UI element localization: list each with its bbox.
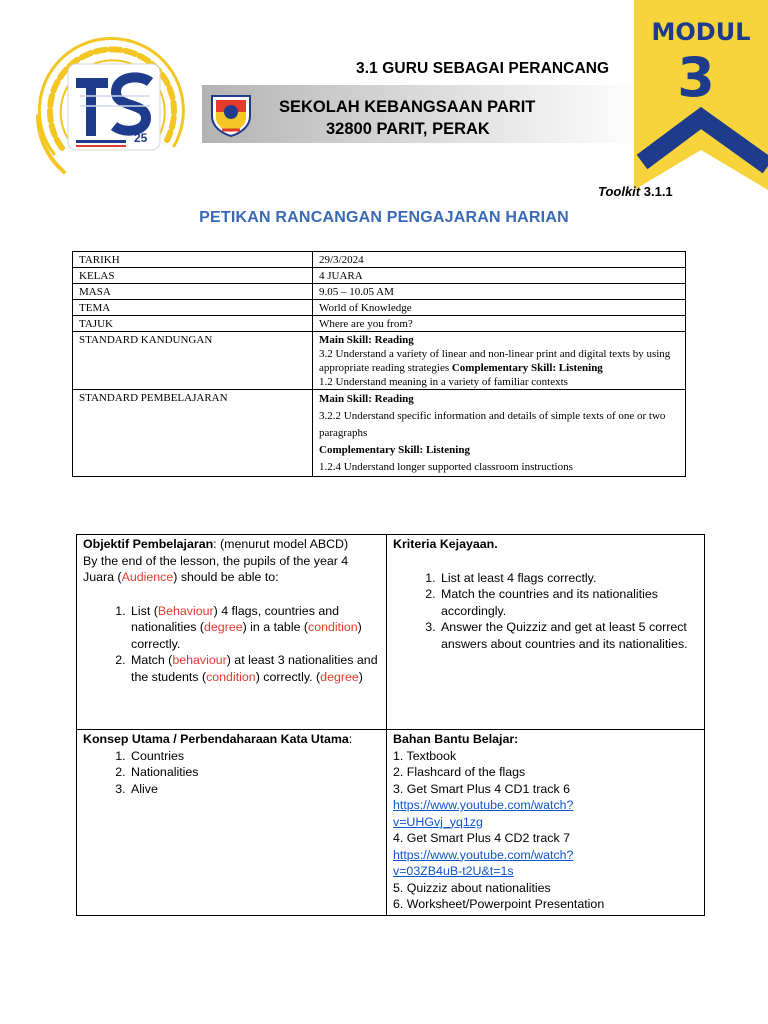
label-tajuk: TAJUK <box>73 316 313 332</box>
obj2-text-d: ) <box>358 669 363 684</box>
toolkit-number: 3.1.1 <box>643 184 673 199</box>
objektif-intro-text: By the end of the lesson, the pupils of the year 4 Juara ( <box>83 553 349 584</box>
link-text: https://www.youtube.com/watch? <box>393 798 574 812</box>
table-row <box>77 730 705 916</box>
logo-number: 25 <box>134 131 148 145</box>
audience-tag: Audience <box>121 570 174 584</box>
table-row <box>73 332 686 390</box>
list-item: 1. Countries <box>129 748 380 765</box>
sk-complementary-skill: Complementary Skill: Listening <box>451 362 603 374</box>
list-item: 2. Nationalities <box>129 764 380 781</box>
bahan-item: 5. Quizziz about nationalities <box>393 880 551 895</box>
obj2-text-a: Match ( <box>131 653 173 667</box>
modul-label: MODUL <box>651 18 751 46</box>
bahan-heading: Bahan Bantu Belajar: <box>393 732 519 746</box>
list-item: 3. Alive <box>129 781 380 798</box>
sp-main-skill: Main Skill: Reading <box>319 393 414 405</box>
bahan-item: 1. Textbook <box>393 748 457 763</box>
degree-tag: degree <box>320 669 359 684</box>
bahan-item: 2. Flashcard of the flags <box>393 765 526 779</box>
objektif-intro-tail: ) should be able to: <box>173 570 279 584</box>
bahan-cell <box>387 730 705 916</box>
konsep-heading: Konsep Utama / Perbendaharaan Kata Utama <box>83 732 349 746</box>
objektif-heading: Objektif Pembelajaran <box>83 537 214 551</box>
value-kelas: 4 JUARA <box>313 268 686 284</box>
degree-tag: degree <box>204 620 243 634</box>
section-title: 3.1 GURU SEBAGAI PERANCANG <box>356 60 610 77</box>
school-crest-icon <box>208 92 254 138</box>
table-row <box>73 316 686 332</box>
value-tema: World of Knowledge <box>313 300 686 316</box>
sp-1-2-4: 1.2.4 Understand longer supported classroom instructions <box>319 461 573 473</box>
table-row <box>73 268 686 284</box>
sk-main-skill: Main Skill: Reading <box>319 334 414 346</box>
value-standard-pembelajaran <box>313 390 686 477</box>
sp-3-2-2: 3.2.2 Understand specific information and details of simple texts of one or two paragraphs <box>319 410 666 439</box>
link-text: v=03ZB4uB-t2U&t=1s <box>393 864 514 878</box>
label-tema: TEMA <box>73 300 313 316</box>
kriteria-heading: Kriteria Kejayaan. <box>393 537 498 551</box>
objektif-list <box>129 603 380 686</box>
label-standard-pembelajaran: STANDARD PEMBELAJARAN <box>73 390 313 477</box>
bahan-item: 3. Get Smart Plus 4 CD1 track 6 <box>393 781 570 796</box>
modul-number: 3 <box>677 46 715 109</box>
link-text: https://www.youtube.com/watch? <box>393 847 574 862</box>
table-row <box>73 300 686 316</box>
objective-table <box>76 534 705 916</box>
modul-badge <box>634 0 768 190</box>
spacer <box>83 586 380 603</box>
condition-tag: condition <box>206 669 256 684</box>
label-standard-kandungan: STANDARD KANDUNGAN <box>73 332 313 390</box>
obj2-text-c: ) correctly. ( <box>255 669 321 684</box>
school-name: SEKOLAH KEBANGSAAN PARIT <box>279 98 536 116</box>
obj2-text-b: ) at least 3 nationalities and the students ( <box>131 653 378 684</box>
value-masa: 9.05 – 10.05 AM <box>313 284 686 300</box>
sk-3-2 <box>319 347 679 375</box>
value-tajuk: Where are you from? <box>313 316 686 332</box>
kriteria-list <box>439 570 698 653</box>
konsep-heading-line <box>83 731 380 748</box>
konsep-cell <box>77 730 387 916</box>
label-masa: MASA <box>73 284 313 300</box>
table-row <box>73 252 686 268</box>
school-address: 32800 PARIT, PERAK <box>326 120 490 138</box>
table-row <box>77 535 705 730</box>
konsep-colon: : <box>348 732 353 746</box>
youtube-link-track-6[interactable] <box>393 798 573 829</box>
sk-1-2: 1.2 Understand meaning in a variety of familiar contexts <box>319 376 568 388</box>
link-text: v=UHGvj_yq1zg <box>393 814 483 829</box>
list-item: 2. Match the countries and its nationalities accordingly. <box>439 586 698 619</box>
kriteria-cell <box>387 535 705 730</box>
obj1-text-d: ) correctly. <box>131 620 362 651</box>
objektif-cell <box>77 535 387 730</box>
document-title: PETIKAN RANCANGAN PENGAJARAN HARIAN <box>199 209 569 226</box>
label-tarikh: TARIKH <box>73 252 313 268</box>
condition-tag: condition <box>308 620 358 634</box>
value-standard-kandungan <box>313 332 686 390</box>
toolkit-label: Toolkit <box>598 184 641 199</box>
spacer <box>393 553 698 570</box>
toolkit-ref <box>598 184 673 199</box>
sk-3-2-text: 3.2 Understand a variety of linear and non-linear print and digital texts by using appropriate reading strategies <box>319 348 671 374</box>
objektif-heading-line <box>83 536 380 553</box>
table-row <box>73 390 686 477</box>
objektif-intro <box>83 553 380 586</box>
table-row <box>73 284 686 300</box>
bahan-item: 4. Get Smart Plus 4 CD2 track 7 <box>393 831 570 845</box>
konsep-list <box>129 748 380 798</box>
youtube-link-track-7[interactable] <box>393 848 573 879</box>
bahan-item: 6. Worksheet/Powerpoint Presentation <box>393 897 605 911</box>
obj1-text-b: ) 4 flags, countries and nationalities ( <box>131 603 340 634</box>
obj1-text-a: List ( <box>131 603 158 618</box>
rph-info-table <box>72 251 686 477</box>
label-kelas: KELAS <box>73 268 313 284</box>
value-tarikh: 29/3/2024 <box>313 252 686 268</box>
objektif-heading-note: : (menurut model ABCD) <box>213 537 349 551</box>
list-item: 1. List at least 4 flags correctly. <box>439 570 698 587</box>
ts25-logo <box>24 36 194 186</box>
list-item <box>129 603 380 653</box>
behaviour-tag: behaviour <box>172 653 227 667</box>
list-item: 3. Answer the Quizziz and get at least 5 correct answers about countries and its nationalities. <box>439 619 698 652</box>
obj1-text-c: ) in a table ( <box>242 620 309 634</box>
sp-complementary-skill: Complementary Skill: Listening <box>319 444 470 456</box>
list-item <box>129 652 380 685</box>
behaviour-tag: Behaviour <box>157 603 214 618</box>
